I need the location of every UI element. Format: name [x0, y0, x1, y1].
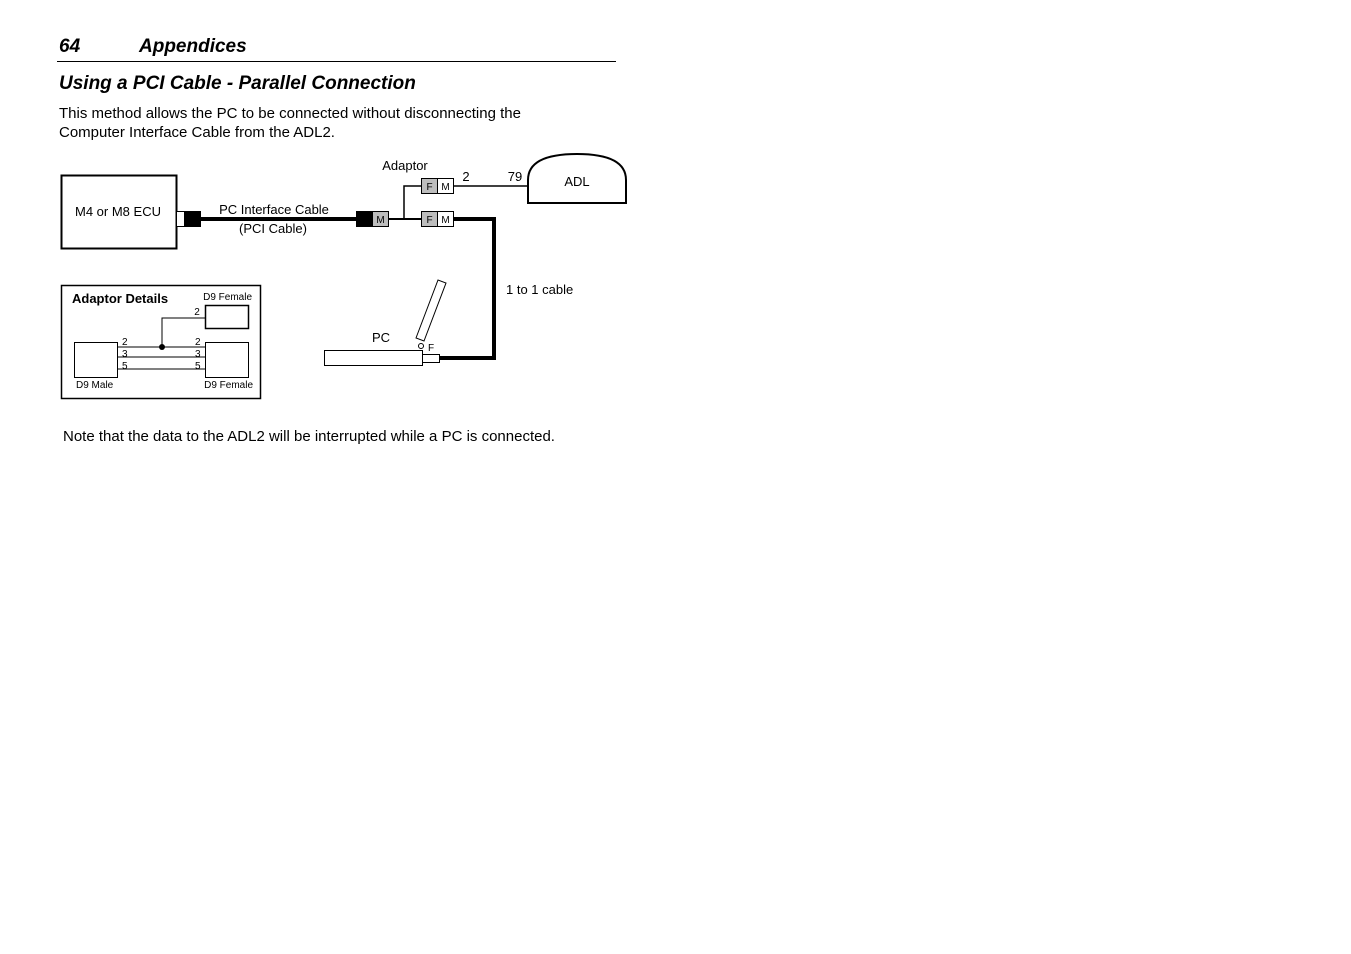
adaptor-bottom-m-label: M	[441, 215, 450, 226]
pin-top-label: 2	[194, 307, 200, 318]
adaptor-details-title: Adaptor Details	[72, 291, 169, 306]
one-to-one-cable	[440, 219, 494, 358]
pci-connector-body	[356, 211, 373, 227]
pin-right-2: 2	[195, 337, 201, 348]
cable-label: PC Interface Cable	[219, 202, 329, 217]
pc-hinge-icon	[419, 344, 424, 349]
d9-female-top	[206, 306, 249, 329]
adl-label: ADL	[564, 174, 590, 189]
pc-screen	[416, 280, 446, 341]
junction-dot	[159, 344, 165, 350]
wiring-diagram	[0, 0, 700, 420]
d9-female-bottom-label: D9 Female	[204, 380, 253, 391]
note-text: Note that the data to the ADL2 will be interrupted while a PC is connected.	[63, 428, 555, 445]
adaptor-top-f-label: F	[426, 182, 433, 193]
adaptor-bottom-f-label: F	[426, 215, 433, 226]
page-number: 64	[59, 36, 81, 57]
pc-port-f-label: F	[428, 343, 435, 354]
intro-line-2: Computer Interface Cable from the ADL2.	[59, 124, 335, 141]
intro-line-1: This method allows the PC to be connected without disconnecting the	[59, 105, 521, 122]
pc-port	[423, 355, 440, 363]
pc-base	[325, 351, 423, 366]
d9-male-label: D9 Male	[76, 380, 114, 391]
section-heading: Appendices	[139, 36, 247, 57]
pin-left-2: 2	[122, 337, 128, 348]
pin-right-5: 5	[195, 361, 201, 372]
adaptor-label: Adaptor	[382, 158, 428, 173]
one-to-one-label: 1 to 1 cable	[506, 282, 574, 297]
adaptor-top-m-label: M	[441, 182, 450, 193]
pin-2-label: 2	[462, 169, 470, 184]
d9-male	[75, 343, 118, 378]
pin-right-3: 3	[195, 349, 201, 360]
pin-left-3: 3	[122, 349, 128, 360]
pin-left-5: 5	[122, 361, 128, 372]
ecu-port	[177, 212, 185, 227]
cable-sublabel: (PCI Cable)	[239, 221, 307, 236]
pc-label: PC	[371, 330, 391, 345]
d9-female-bottom	[206, 343, 249, 378]
adaptor-branch	[404, 186, 421, 219]
pin-79-label: 79	[507, 169, 523, 184]
d9-female-top-label: D9 Female	[203, 292, 252, 303]
pci-connector-m-label: M	[376, 215, 385, 226]
ecu-label: M4 or M8 ECU	[75, 204, 161, 219]
page-title: Using a PCI Cable - Parallel Connection	[59, 73, 416, 94]
ecu-connector	[184, 211, 201, 227]
